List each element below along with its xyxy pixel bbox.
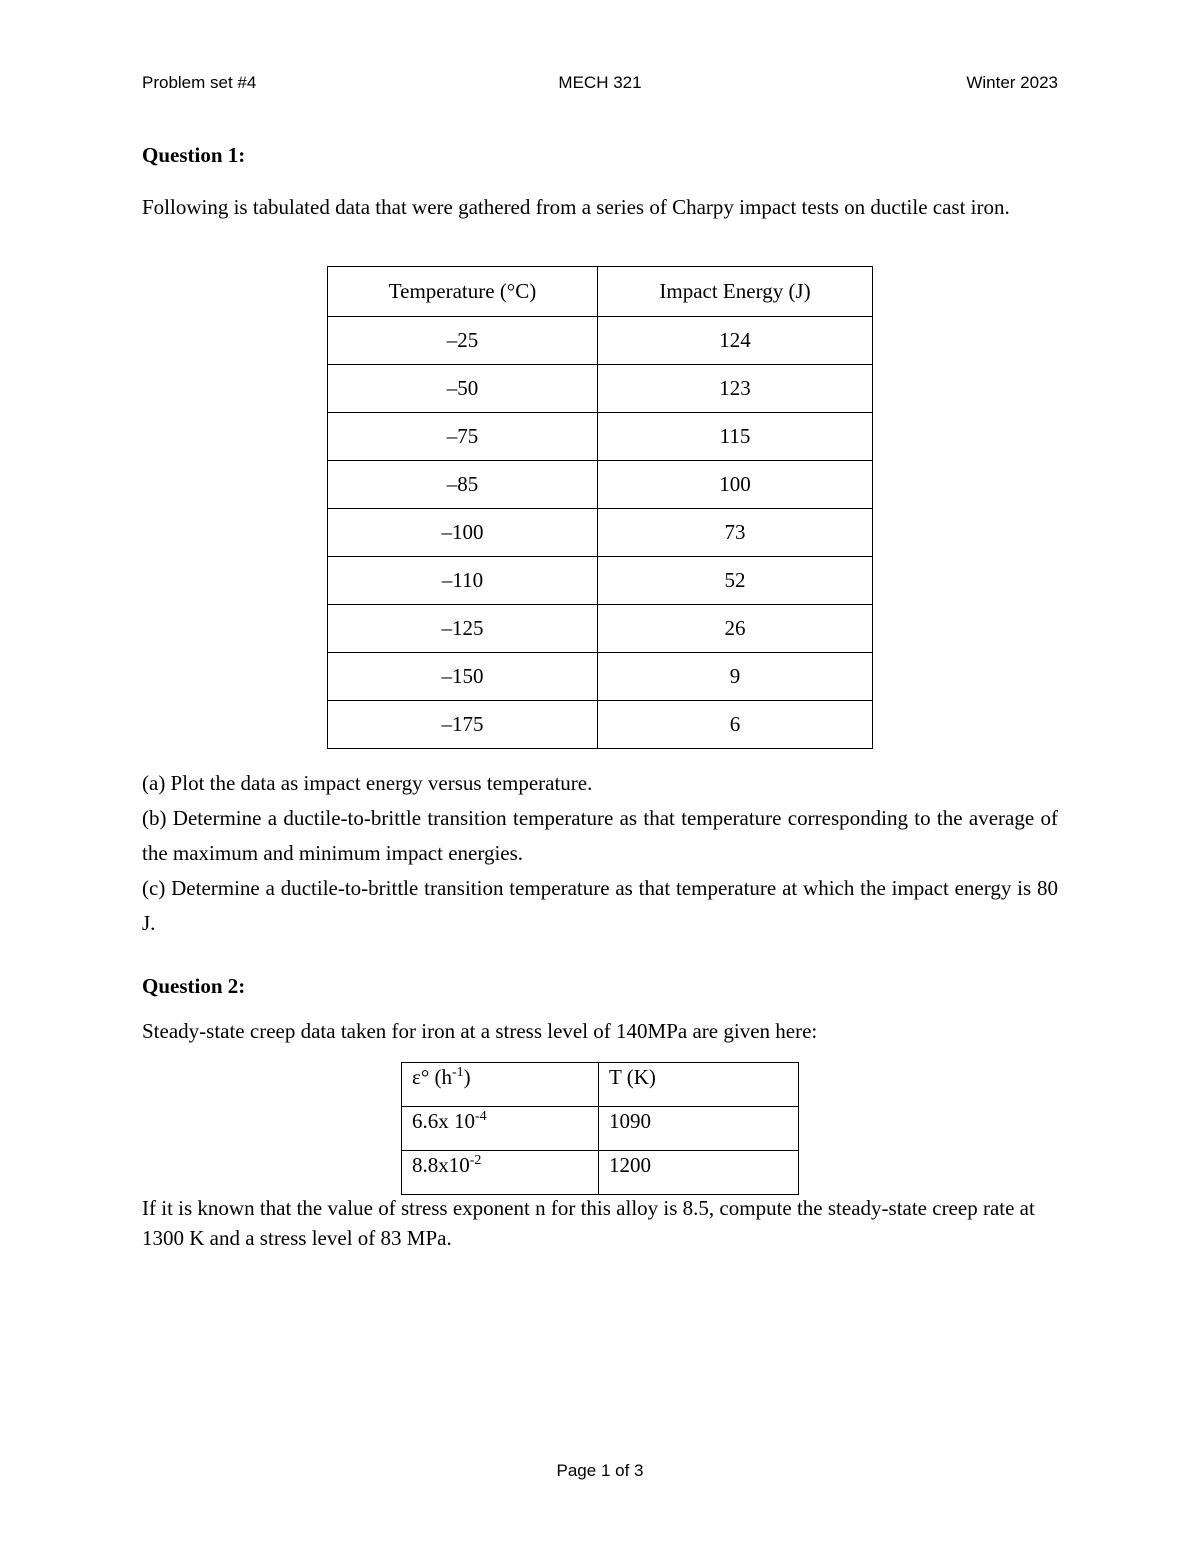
temperature-cell: –100 (328, 509, 598, 557)
creep-rate-exponent: -4 (475, 1109, 487, 1124)
temperature-cell: –125 (328, 605, 598, 653)
impact-energy-cell: 124 (598, 317, 873, 365)
question-1-part-c: (c) Determine a ductile-to-brittle transition temperature as that temperature at which the impact energy is 80 J. (142, 876, 1058, 935)
creep-rate-cell (402, 1151, 599, 1195)
impact-energy-cell: 123 (598, 365, 873, 413)
question-1-title: Question 1: (142, 143, 246, 167)
page-footer (0, 1461, 1200, 1481)
creep-rate-column-header (402, 1063, 599, 1107)
creep-rate-cell (402, 1107, 599, 1151)
temperature-k-column-header: T (K) (599, 1063, 799, 1107)
question-1-part-a: (a) Plot the data as impact energy versus temperature. (142, 771, 593, 795)
impact-energy-cell: 73 (598, 509, 873, 557)
table-row (328, 317, 873, 365)
impact-energy-cell: 26 (598, 605, 873, 653)
question-1-part-b: (b) Determine a ductile-to-brittle transition temperature as that temperature corresponding to the average of the maximum and minimum impact energies. (142, 806, 1058, 865)
impact-energy-cell: 100 (598, 461, 873, 509)
creep-data-table (401, 1062, 799, 1195)
temperature-cell: –75 (328, 413, 598, 461)
question-2-intro (142, 1014, 1058, 1049)
table-row (402, 1151, 799, 1195)
header-course-doc: Problem set #4 (142, 73, 257, 92)
temperature-cell: –110 (328, 557, 598, 605)
impact-energy-column-header: Impact Energy (J) (598, 267, 873, 317)
table-row (328, 701, 873, 749)
table-header-row (402, 1063, 799, 1107)
page-header (142, 73, 1058, 97)
impact-energy-cell: 52 (598, 557, 873, 605)
temperature-cell: –175 (328, 701, 598, 749)
temperature-column-header: Temperature (°C) (328, 267, 598, 317)
table-row (328, 413, 873, 461)
question-1-intro-text: Following is tabulated data that were gathered from a series of Charpy impact tests on ductile cast iron. (142, 195, 1010, 219)
temperature-cell: –150 (328, 653, 598, 701)
page-number: Page 1 of 3 (556, 1461, 644, 1480)
table-row (328, 557, 873, 605)
question-2-intro-text: Steady-state creep data taken for iron at a stress level of 140MPa are given here: (142, 1019, 818, 1043)
table-row (328, 365, 873, 413)
creep-rate-header-exponent: -1 (451, 1065, 464, 1080)
creep-rate-header-close: ) (463, 1065, 471, 1089)
question-2-text (142, 1193, 1042, 1253)
table-row (402, 1107, 799, 1151)
temperature-cell: –50 (328, 365, 598, 413)
creep-rate-exponent: -2 (469, 1153, 482, 1168)
question-1-parts (142, 766, 1058, 941)
question-2-title: Question 2: (142, 974, 246, 998)
temperature-cell: –85 (328, 461, 598, 509)
impact-energy-cell: 115 (598, 413, 873, 461)
question-1-intro (142, 190, 1058, 225)
impact-energy-cell: 9 (598, 653, 873, 701)
creep-rate-base: 6.6x 10 (412, 1109, 475, 1133)
question-2-question: If it is known that the value of stress exponent n for this alloy is 8.5, compute the steady-state creep rate at 1300 K and a stress level of 83 MPa. (142, 1196, 1035, 1250)
creep-rate-header-base: ε° (h (412, 1065, 452, 1089)
temperature-k-cell: 1090 (599, 1107, 799, 1151)
header-course-code: MECH 321 (558, 73, 642, 92)
table-header-row (328, 267, 873, 317)
table-row (328, 605, 873, 653)
table-row (328, 653, 873, 701)
header-term: Winter 2023 (966, 73, 1058, 92)
creep-rate-base: 8.8x10 (412, 1153, 470, 1177)
table-row (328, 461, 873, 509)
charpy-data-table (327, 266, 873, 749)
temperature-cell: –25 (328, 317, 598, 365)
table-row (328, 509, 873, 557)
impact-energy-cell: 6 (598, 701, 873, 749)
temperature-k-cell: 1200 (599, 1151, 799, 1195)
